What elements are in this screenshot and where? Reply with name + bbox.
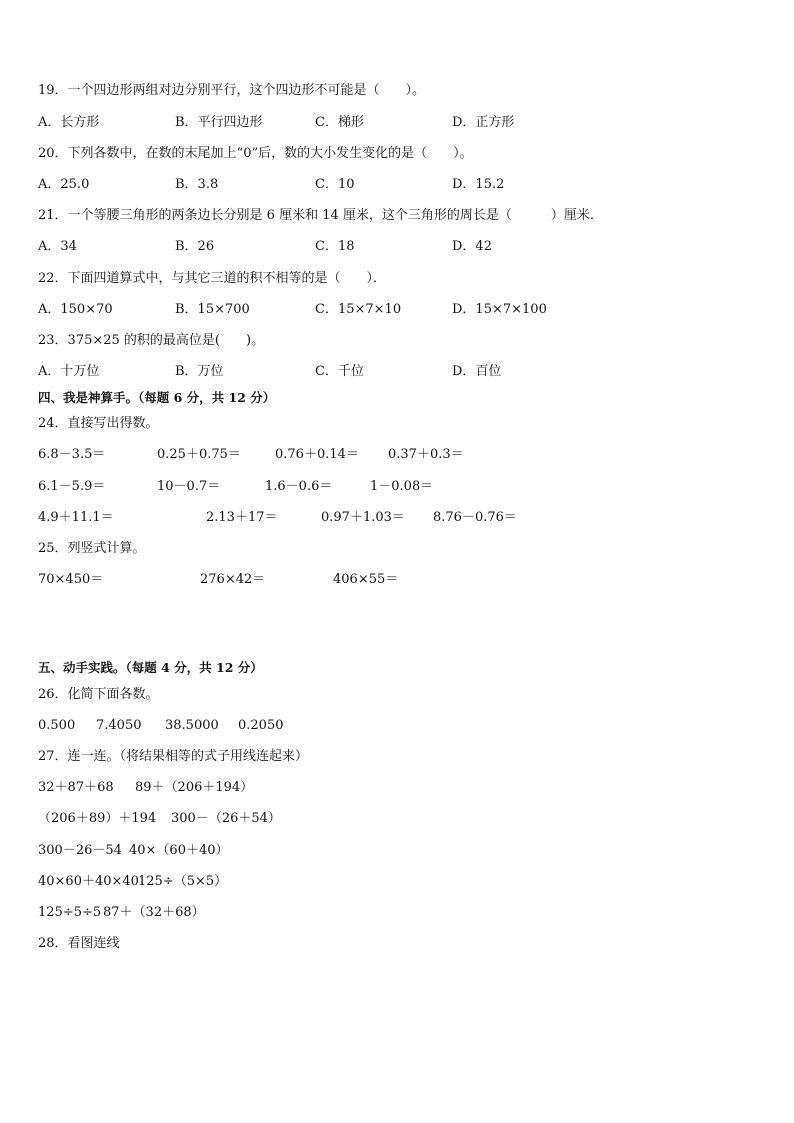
question-26-stem: 26．化简下面各数。 <box>38 687 159 702</box>
q23-option-d: D．百位 <box>452 364 502 379</box>
q21-option-b: B．26 <box>175 239 215 254</box>
q19-option-c: C．梯形 <box>315 115 364 130</box>
q20-option-b: B．3.8 <box>175 177 219 192</box>
q27-left-4: 40×60＋40×40 <box>38 874 139 889</box>
question-24-stem: 24．直接写出得数。 <box>38 416 159 431</box>
q24-r1-item-1: 6.8－3.5＝ <box>38 447 106 462</box>
q27-right-1: 89＋（206＋194） <box>135 780 254 795</box>
q24-r2-item-3: 1.6－0.6＝ <box>265 479 333 494</box>
q24-r2-item-2: 10－0.7＝ <box>157 479 221 494</box>
q24-r3-item-1: 4.9＋11.1＝ <box>38 510 114 525</box>
q27-right-5: 87＋（32＋68） <box>103 905 205 920</box>
question-20-stem: 20．下列各数中，在数的末尾加上“0”后，数的大小发生变化的是（ ）。 <box>38 146 473 161</box>
q24-r2-item-4: 1－0.08＝ <box>370 479 434 494</box>
q20-option-d: D．15.2 <box>452 177 505 192</box>
q26-item-2: 7.4050 <box>96 718 142 733</box>
q27-left-2: （206＋89）＋194 <box>38 811 157 826</box>
q24-r1-item-3: 0.76＋0.14＝ <box>275 447 359 462</box>
q23-option-c: C．千位 <box>315 364 364 379</box>
section-5-heading: 五、动手实践。（每题 4 分，共 12 分） <box>38 660 263 675</box>
q22-option-d: D．15×7×100 <box>452 302 547 317</box>
q22-option-b: B．15×700 <box>175 302 250 317</box>
q20-option-a: A．25.0 <box>38 177 90 192</box>
question-28-stem: 28．看图连线 <box>38 936 120 951</box>
q21-option-d: D．42 <box>452 239 492 254</box>
q22-option-c: C．15×7×10 <box>315 302 402 317</box>
q27-right-4: 125÷（5×5） <box>138 874 228 889</box>
q24-r3-item-3: 0.97＋1.03＝ <box>321 510 405 525</box>
q22-option-a: A．150×70 <box>38 302 113 317</box>
q27-left-5: 125÷5÷5 <box>38 905 102 920</box>
q27-right-2: 300－（26＋54） <box>171 811 281 826</box>
q20-option-c: C．10 <box>315 177 355 192</box>
q21-option-a: A．34 <box>38 239 77 254</box>
q25-item-3: 406×55＝ <box>333 572 399 587</box>
q26-item-3: 38.5000 <box>165 718 219 733</box>
question-27-stem: 27．连一连。（将结果相等的式子用线连起来） <box>38 749 309 764</box>
q26-item-4: 0.2050 <box>238 718 284 733</box>
q25-item-1: 70×450＝ <box>38 572 104 587</box>
section-4-heading: 四、我是神算手。（每题 6 分，共 12 分） <box>38 390 276 405</box>
q24-r1-item-4: 0.37＋0.3＝ <box>388 447 464 462</box>
question-19-stem: 19．一个四边形两组对边分别平行，这个四边形不可能是（ ）。 <box>38 83 426 98</box>
q19-option-b: B．平行四边形 <box>175 115 263 130</box>
q27-left-3: 300－26－54 <box>38 843 122 858</box>
question-21-stem: 21．一个等腰三角形的两条边长分别是 6 厘米和 14 厘米，这个三角形的周长是（ ）厘米． <box>38 208 603 223</box>
q23-option-b: B．万位 <box>175 364 224 379</box>
question-22-stem: 22．下面四道算式中，与其它三道的积不相等的是（ ）． <box>38 271 387 286</box>
q27-right-3: 40×（60＋40） <box>129 843 229 858</box>
q23-option-a: A．十万位 <box>38 364 100 379</box>
q24-r2-item-1: 6.1－5.9＝ <box>38 479 106 494</box>
q21-option-c: C．18 <box>315 239 355 254</box>
question-25-stem: 25．列竖式计算。 <box>38 541 146 556</box>
q25-item-2: 276×42＝ <box>200 572 266 587</box>
q24-r3-item-2: 2.13＋17＝ <box>206 510 278 525</box>
q27-left-1: 32＋87＋68 <box>38 780 114 795</box>
q26-item-1: 0.500 <box>38 718 76 733</box>
q19-option-d: D．正方形 <box>452 115 515 130</box>
q19-option-a: A．长方形 <box>38 115 100 130</box>
q24-r1-item-2: 0.25＋0.75＝ <box>157 447 241 462</box>
question-23-stem: 23．375×25 的积的最高位是( )。 <box>38 333 265 348</box>
q24-r3-item-4: 8.76－0.76＝ <box>433 510 517 525</box>
